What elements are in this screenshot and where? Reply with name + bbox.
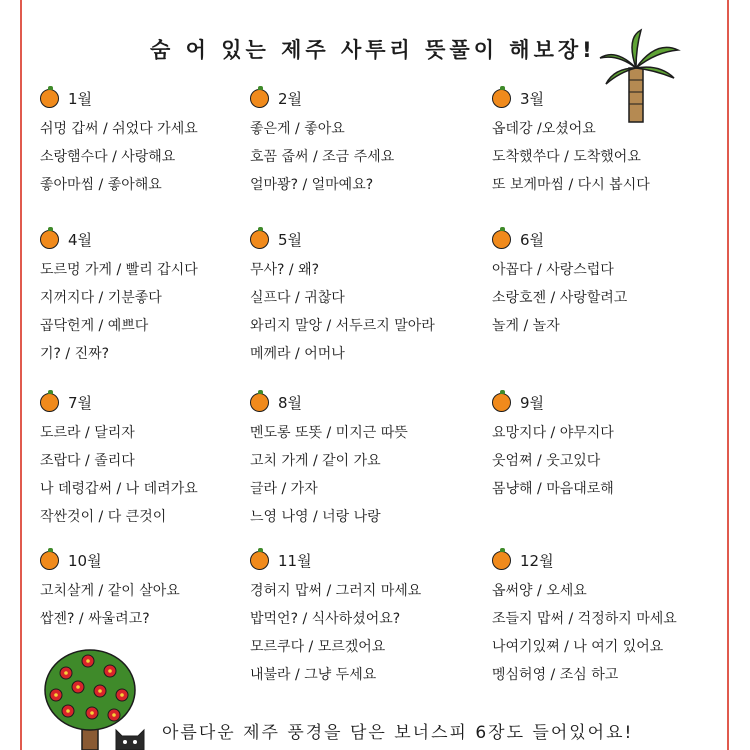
month-label: 8월 (278, 393, 303, 412)
month-label: 11월 (278, 551, 312, 570)
cat-icon (112, 722, 148, 750)
phrase-line: 고치 가게 / 같이 가요 (250, 453, 381, 469)
phrase-line: 멘도롱 또똣 / 미지근 따뜻 (250, 425, 408, 441)
month-label: 1월 (68, 89, 93, 108)
tangerine-icon (492, 230, 511, 249)
tangerine-icon (250, 89, 269, 108)
phrase-line: 도르멍 가게 / 빨리 갑시다 (40, 262, 198, 278)
month-block-6 (492, 228, 722, 340)
phrase-line: 느영 나영 / 너랑 나랑 (250, 509, 381, 525)
phrase-line: 조랍다 / 졸리다 (40, 453, 135, 469)
month-label: 10월 (68, 551, 102, 570)
month-label: 7월 (68, 393, 93, 412)
phrase-line: 와리지 말앙 / 서두르지 말아라 (250, 318, 435, 334)
phrase-line: 도착했쑤다 / 도착했어요 (492, 149, 641, 165)
phrase-line: 모르쿠다 / 모르겠어요 (250, 639, 386, 655)
month-label: 12월 (520, 551, 554, 570)
phrase-line: 글라 / 가자 (250, 481, 318, 497)
month-block-9 (492, 391, 722, 503)
tangerine-icon (40, 551, 59, 570)
month-label: 2월 (278, 89, 303, 108)
phrase-line: 웃엄쪄 / 웃고있다 (492, 453, 601, 469)
month-block-10 (40, 549, 270, 633)
tangerine-icon (40, 89, 59, 108)
tangerine-icon (250, 551, 269, 570)
month-label: 6월 (520, 230, 545, 249)
month-label: 9월 (520, 393, 545, 412)
phrase-line: 경허지 맙써 / 그러지 마세요 (250, 583, 422, 599)
phrase-line: 좋은게 / 좋아요 (250, 121, 345, 137)
phrase-line: 또 보게마씸 / 다시 봅시다 (492, 177, 650, 193)
phrase-line: 멩심허영 / 조심 하고 (492, 667, 619, 683)
tangerine-icon (250, 393, 269, 412)
phrase-line: 무사? / 왜? (250, 262, 320, 278)
phrase-line: 도르라 / 달리자 (40, 425, 135, 441)
phrase-line: 밥먹언? / 식사하셨어요? (250, 611, 401, 627)
phrase-line: 놀게 / 놀자 (492, 318, 560, 334)
phrase-line: 기? / 진짜? (40, 346, 110, 362)
phrase-line: 호꼼 줍써 / 조금 주세요 (250, 149, 395, 165)
phrase-line: 곱닥헌게 / 예쁘다 (40, 318, 149, 334)
phrase-line: 옵데강 /오셨어요 (492, 121, 596, 137)
phrase-line: 소랑호젠 / 사랑할려고 (492, 290, 628, 306)
phrase-line: 실프다 / 귀찮다 (250, 290, 345, 306)
phrase-line: 지꺼지다 / 기분좋다 (40, 290, 162, 306)
tangerine-icon (492, 393, 511, 412)
tangerine-icon (40, 393, 59, 412)
tangerine-icon (492, 89, 511, 108)
month-label: 3월 (520, 89, 545, 108)
phrase-line: 얼마꽝? / 얼마예요? (250, 177, 374, 193)
month-label: 4월 (68, 230, 93, 249)
month-block-3 (492, 87, 722, 199)
phrase-line: 몸냥해 / 마음대로해 (492, 481, 614, 497)
phrase-line: 쉬멍 갑써 / 쉬었다 가세요 (40, 121, 198, 137)
phrase-line: 조들지 맙써 / 걱정하지 마세요 (492, 611, 677, 627)
phrase-line: 나 데령갑써 / 나 데려가요 (40, 481, 198, 497)
phrase-line: 옵써양 / 오세요 (492, 583, 587, 599)
phrase-line: 요망지다 / 야무지다 (492, 425, 614, 441)
phrase-line: 나여기있쪄 / 나 여기 있어요 (492, 639, 664, 655)
month-label: 5월 (278, 230, 303, 249)
tangerine-icon (250, 230, 269, 249)
phrase-line: 작싼것이 / 다 큰것이 (40, 509, 167, 525)
footer-note: 아름다운 제주 풍경을 담은 보너스피 6장도 들어있어요! (162, 723, 634, 743)
phrase-line: 소랑햄수다 / 사랑해요 (40, 149, 176, 165)
right-border (727, 0, 729, 750)
month-block-1 (40, 87, 270, 199)
page-title: 숨 어 있는 제주 사투리 뜻풀이 해보장! (150, 38, 596, 62)
month-block-8 (250, 391, 480, 531)
tangerine-icon (492, 551, 511, 570)
month-block-2 (250, 87, 480, 199)
left-border (20, 0, 22, 750)
phrase-line: 아꼽다 / 사랑스럽다 (492, 262, 614, 278)
month-block-5 (250, 228, 480, 368)
phrase-line: 좋아마씸 / 좋아해요 (40, 177, 162, 193)
phrase-line: 메께라 / 어머나 (250, 346, 345, 362)
phrase-line: 쌉젠? / 싸울려고? (40, 611, 150, 627)
month-block-4 (40, 228, 270, 368)
month-block-12 (492, 549, 722, 689)
tangerine-icon (40, 230, 59, 249)
month-block-11 (250, 549, 480, 689)
phrase-line: 고치살게 / 같이 살아요 (40, 583, 180, 599)
month-block-7 (40, 391, 270, 531)
phrase-line: 내불라 / 그냥 두세요 (250, 667, 377, 683)
